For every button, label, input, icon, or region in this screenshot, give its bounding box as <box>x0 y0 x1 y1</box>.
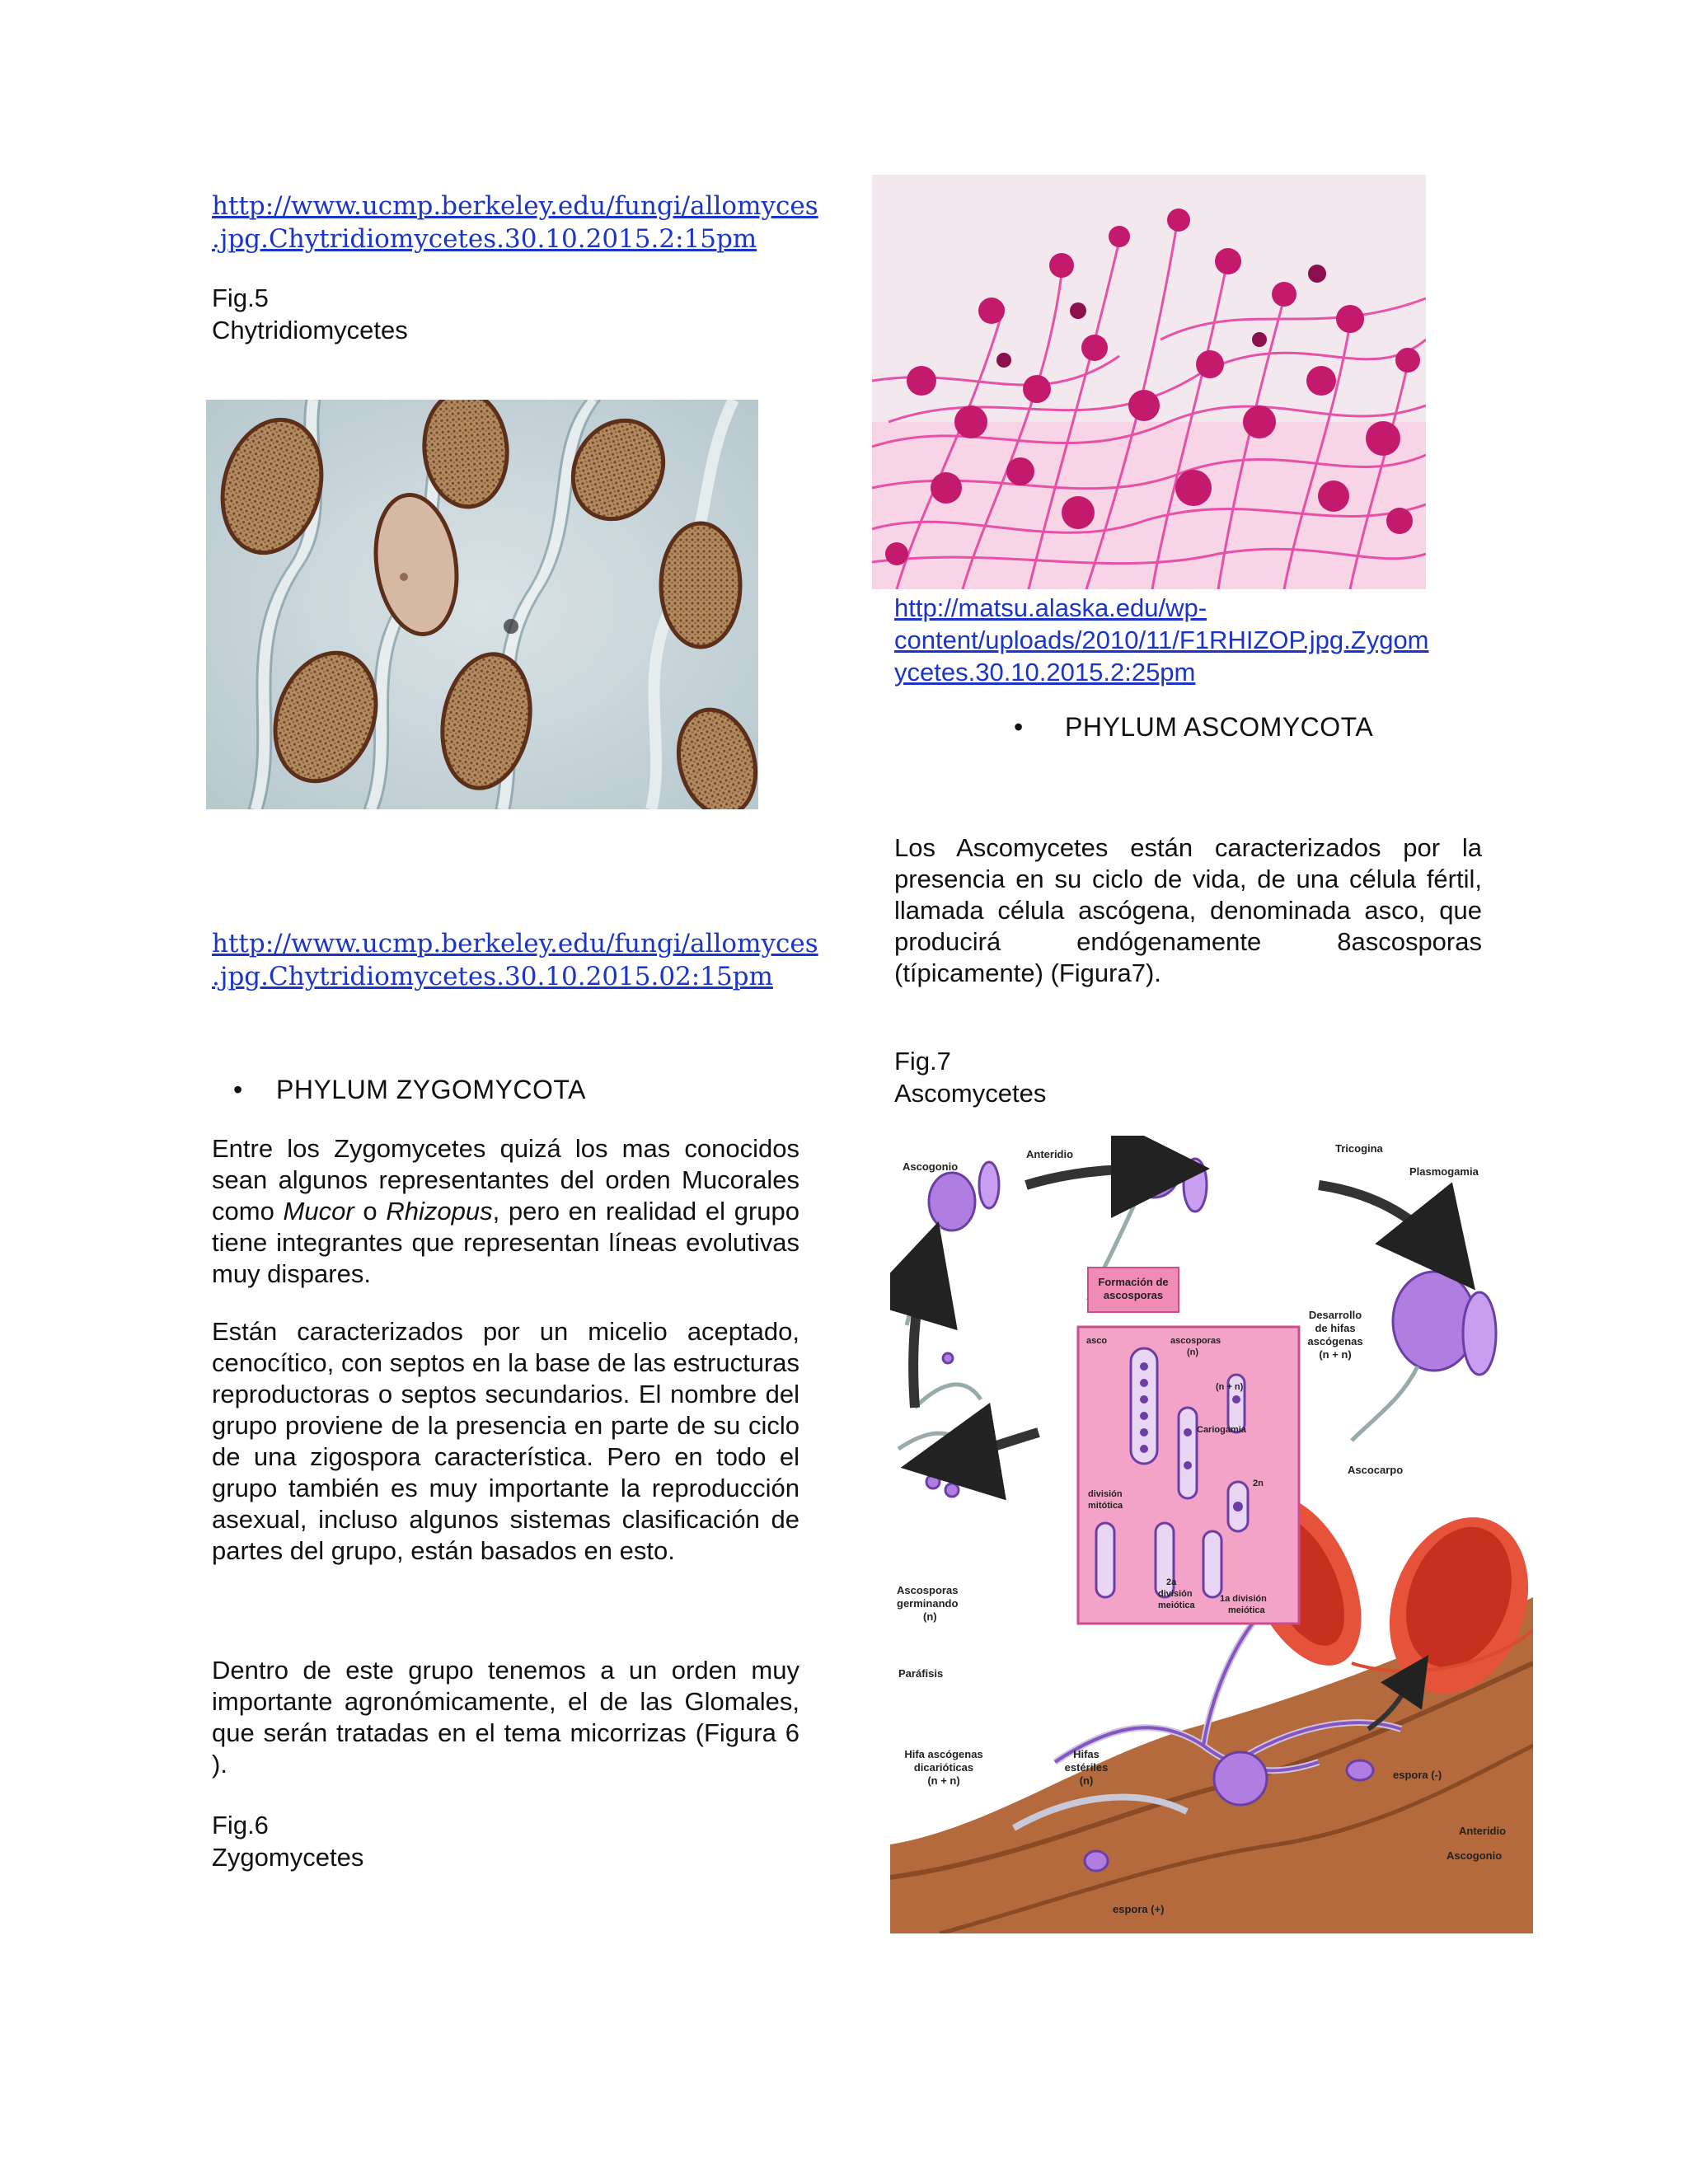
zygomycetes-paragraph-2: Están caracterizados por un micelio aceptado, cenocítico, con septos en la base de las estructuras reproductoras o septos secundarios. El nombre del grupo proviene de la presencia en parte de su ciclo de una zigospora característica. Pero en todo el grupo también es muy importante la reproducción asexual, incluso algunos sistemas clasificación de partes del grupo, están basados en esto. <box>212 1317 799 1565</box>
label-asco: asco <box>1086 1336 1108 1346</box>
label-formacion: Formación de <box>1098 1276 1169 1288</box>
zygomycetes-paragraph-3: Dentro de este grupo tenemos a un orden muy importante agronómicamente, el de las Glomales, que serán tratadas en el tema micorrizas (Figura 6 ). <box>212 1656 799 1779</box>
link-line: .jpg.Chytridiomycetes.30.10.2015.2:15pm <box>212 224 757 254</box>
link-line: http://matsu.alaska.edu/wp- <box>894 593 1207 622</box>
chytridiomycetes-source-link-2[interactable] <box>212 927 818 993</box>
label-ascogonio: Ascogonio <box>903 1160 959 1173</box>
label-ascosporas: ascosporas <box>1170 1336 1221 1346</box>
figure-6-caption <box>212 1809 363 1873</box>
label-2a-division: 2a <box>1166 1577 1177 1587</box>
label-ascosporas-germinando: germinando <box>897 1597 959 1610</box>
label-2a-division: meiótica <box>1158 1601 1195 1610</box>
label-ascosporas: (n) <box>1187 1347 1199 1357</box>
link-line: ycetes.30.10.2015.2:25pm <box>894 658 1196 687</box>
label-cariogamia: Cariogamia <box>1197 1425 1246 1435</box>
label-desarrollo: ascógenas <box>1307 1335 1363 1347</box>
heading-text: PHYLUM ZYGOMYCOTA <box>276 1075 586 1104</box>
label-ascosporas-germinando: Ascosporas <box>897 1584 959 1596</box>
figure-number: Fig.7 <box>894 1047 951 1076</box>
figure-number: Fig.6 <box>212 1811 269 1840</box>
zygomycetes-micrograph <box>872 175 1426 589</box>
label-nn: (n + n) <box>1216 1382 1244 1392</box>
label-hifa-ascogenas: dicarióticas <box>913 1761 974 1774</box>
bullet: • <box>233 1075 243 1104</box>
label-ascocarpo: Ascocarpo <box>1348 1464 1404 1476</box>
bullet: • <box>1014 712 1024 742</box>
label-division-mitotica: mitótica <box>1088 1501 1123 1511</box>
label-1a-division: 1a división <box>1220 1594 1267 1604</box>
figure-title: Chytridiomycetes <box>212 316 408 344</box>
link-line: content/uploads/2010/11/F1RHIZOP.jpg.Zygom <box>894 626 1429 654</box>
label-hifa-ascogenas: Hifa ascógenas <box>904 1748 983 1760</box>
zygomycota-heading <box>233 1073 586 1106</box>
label-espora-minus: espora (-) <box>1393 1769 1442 1781</box>
heading-text: PHYLUM ASCOMYCOTA <box>1065 712 1374 742</box>
ascomycetes-life-cycle-diagram <box>890 1136 1533 1933</box>
label-hifas-esteriles: Hifas <box>1073 1748 1100 1760</box>
label-hifas-esteriles: (n) <box>1079 1774 1094 1787</box>
label-2a-division: división <box>1158 1589 1193 1599</box>
label-espora-plus: espora (+) <box>1113 1903 1165 1915</box>
zygomycetes-paragraph-1 <box>212 1133 799 1290</box>
link-line: .jpg.Chytridiomycetes.30.10.2015.02:15pm <box>212 962 773 991</box>
genus-rhizopus: Rhizopus <box>386 1197 493 1226</box>
text-run: o <box>354 1197 387 1226</box>
label-ascogonio-2: Ascogonio <box>1447 1849 1503 1862</box>
label-desarrollo: (n + n) <box>1319 1348 1352 1361</box>
label-anteridio-2: Anteridio <box>1459 1825 1507 1837</box>
label-plasmogamia: Plasmogamia <box>1409 1165 1479 1178</box>
label-desarrollo: de hifas <box>1315 1322 1356 1334</box>
figure-title: Ascomycetes <box>894 1079 1047 1108</box>
label-tricogina: Tricogina <box>1335 1142 1383 1155</box>
figure-5-caption <box>212 282 408 346</box>
label-parafisis: Paráfisis <box>898 1667 944 1680</box>
label-division-mitotica: división <box>1088 1489 1123 1499</box>
ascomycota-heading <box>1014 710 1373 743</box>
figure-7-caption <box>894 1045 1046 1109</box>
text-run: , pero en realidad el grupo tiene integrantes que representan líneas evolutivas muy dispares. <box>212 1197 800 1288</box>
label-ascosporas-germinando: (n) <box>923 1610 937 1623</box>
zygomycetes-source-link[interactable] <box>894 592 1429 688</box>
link-line: http://www.ucmp.berkeley.edu/fungi/allomyces <box>212 191 818 221</box>
label-hifa-ascogenas: (n + n) <box>927 1774 960 1787</box>
genus-mucor: Mucor <box>283 1197 354 1226</box>
label-anteridio: Anteridio <box>1026 1148 1074 1160</box>
link-line: http://www.ucmp.berkeley.edu/fungi/allomyces <box>212 929 818 958</box>
label-desarrollo: Desarrollo <box>1308 1309 1362 1321</box>
label-2n: 2n <box>1253 1479 1264 1488</box>
chytridiomycetes-micrograph <box>206 400 758 809</box>
text-run: Entre los Zygomycetes quizá los mas conocidos sean algunos representantes del orden Mucorales como <box>212 1134 799 1226</box>
figure-number: Fig.5 <box>212 284 269 312</box>
ascomycetes-paragraph: Los Ascomycetes están caracterizados por la presencia en su ciclo de vida, de una célula fértil, llamada célula ascógena, denominada asco, que producirá endógenamente 8ascosporas (típicamente) (Figura7). <box>894 833 1482 987</box>
label-hifas-esteriles: estériles <box>1064 1761 1109 1774</box>
figure-title: Zygomycetes <box>212 1843 364 1872</box>
chytridiomycetes-source-link-1[interactable] <box>212 190 818 255</box>
label-formacion: ascosporas <box>1103 1289 1164 1301</box>
label-1a-division: meiótica <box>1228 1605 1265 1615</box>
